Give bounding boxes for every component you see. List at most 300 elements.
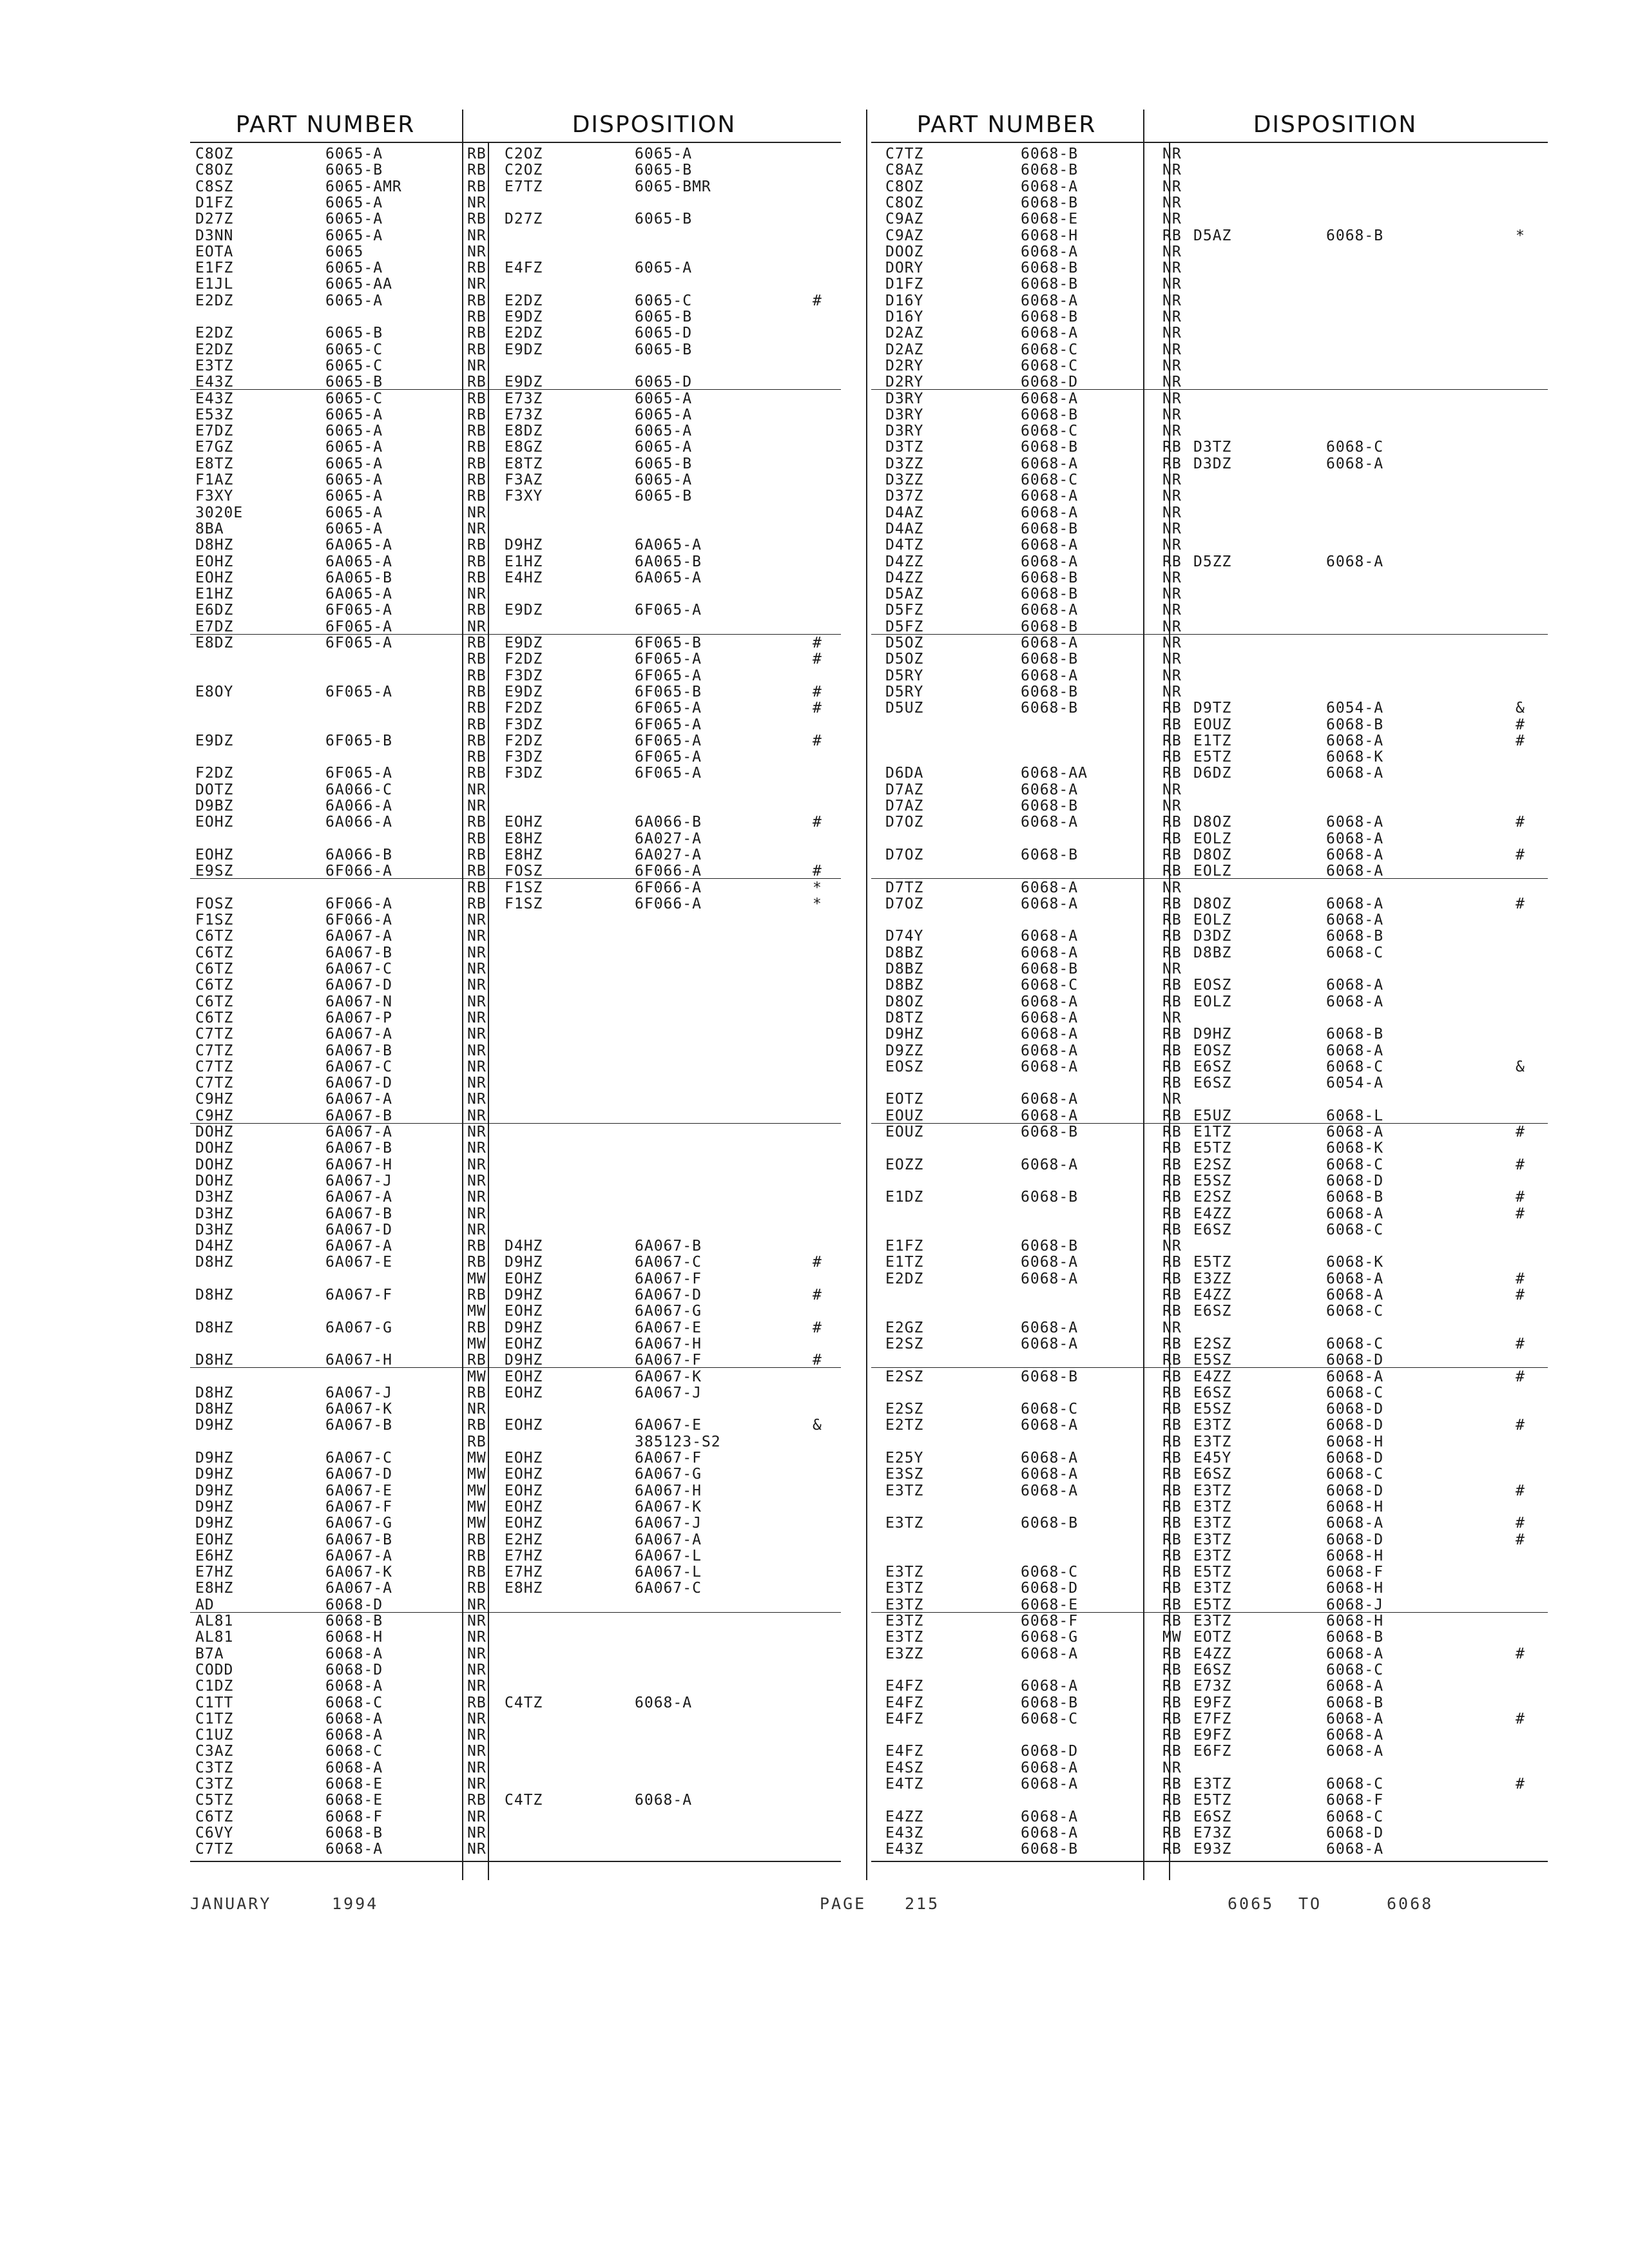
target-base-number-cell: 6068-C xyxy=(1326,1156,1384,1173)
target-base-number-cell: 6068-A xyxy=(1326,895,1384,912)
note-mark-cell: & xyxy=(1516,1058,1525,1075)
base-number-cell: 6068-B xyxy=(1021,846,1079,863)
part-number-cell: D1FZ xyxy=(885,276,924,293)
part-number-cell: 3020E xyxy=(195,504,244,521)
target-base-number-cell: 6A067-F xyxy=(635,1270,702,1287)
disposition-code-cell: NR xyxy=(467,1042,487,1059)
part-number-cell: E4FZ xyxy=(885,1694,924,1711)
table-row xyxy=(190,749,841,765)
note-mark-cell: # xyxy=(813,1319,822,1336)
disposition-code-cell: NR xyxy=(467,1645,487,1662)
disposition-code-cell: NR xyxy=(1162,586,1182,603)
note-mark-cell: # xyxy=(813,683,822,700)
target-base-number-cell: 6A067-L xyxy=(635,1564,702,1581)
part-number-cell: C8SZ xyxy=(195,178,234,195)
target-part-number-cell: EOHZ xyxy=(505,1450,543,1466)
target-base-number-cell: 6F066-A xyxy=(635,863,702,880)
header-rule xyxy=(190,142,841,143)
disposition-code-cell: RB xyxy=(1162,1531,1182,1548)
table-row xyxy=(871,700,1548,716)
target-base-number-cell: 6A067-G xyxy=(635,1466,702,1483)
part-number-cell: D7TZ xyxy=(885,879,924,896)
base-number-cell: 6065-C xyxy=(325,357,383,374)
base-number-cell: 6068-D xyxy=(325,1661,383,1678)
part-number-cell: D3RY xyxy=(885,423,924,440)
disposition-code-cell: RB xyxy=(467,1417,487,1434)
target-base-number-cell: 6F065-A xyxy=(635,749,702,766)
part-number-cell: C9AZ xyxy=(885,227,924,244)
part-number-cell: C7TZ xyxy=(195,1075,234,1092)
table-row xyxy=(871,1564,1548,1581)
disposition-code-cell: RB xyxy=(1162,977,1182,994)
base-number-cell: 6065 xyxy=(325,243,364,260)
base-number-cell: 6068-A xyxy=(1021,325,1079,342)
base-number-cell: 6068-B xyxy=(1021,1515,1079,1532)
target-base-number-cell: 6068-A xyxy=(1326,1042,1384,1059)
part-number-cell: D5RY xyxy=(885,667,924,684)
section-left-border xyxy=(866,110,867,1880)
part-number-cell: C6TZ xyxy=(195,1808,234,1825)
base-number-cell: 6A067-D xyxy=(325,1466,392,1483)
target-base-number-cell: 6068-B xyxy=(1326,1189,1384,1206)
left-section xyxy=(190,110,841,1888)
target-base-number-cell: 6065-B xyxy=(635,162,693,179)
part-number-cell: D9HZ xyxy=(195,1466,234,1483)
table-row xyxy=(871,488,1548,505)
table-row xyxy=(871,260,1548,276)
part-number-cell: EOUZ xyxy=(885,1124,924,1140)
disposition-code-cell: RB xyxy=(1162,1384,1182,1401)
disposition-code-cell: NR xyxy=(1162,488,1182,505)
table-row xyxy=(871,472,1548,488)
target-part-number-cell: E9DZ xyxy=(505,635,543,651)
target-part-number-cell: E4FZ xyxy=(505,260,543,277)
base-number-cell: 6A067-H xyxy=(325,1352,392,1369)
disposition-code-cell: NR xyxy=(1162,406,1182,423)
target-part-number-cell: EOHZ xyxy=(505,1270,543,1287)
part-number-cell: E7DZ xyxy=(195,423,234,440)
disposition-code-cell: NR xyxy=(1162,276,1182,293)
target-base-number-cell: 6068-H xyxy=(1326,1433,1384,1450)
base-number-cell: 6068-B xyxy=(1021,1368,1079,1385)
target-base-number-cell: 6A027-A xyxy=(635,830,702,847)
base-number-cell: 6068-A xyxy=(1021,1058,1079,1075)
table-row xyxy=(871,1695,1548,1711)
target-base-number-cell: 6068-L xyxy=(1326,1107,1384,1124)
disposition-code-cell: RB xyxy=(467,569,487,586)
target-base-number-cell: 6068-C xyxy=(1326,1384,1384,1401)
part-number-cell: D5OZ xyxy=(885,635,924,651)
base-number-cell: 6065-B xyxy=(325,374,383,391)
target-base-number-cell: 6068-J xyxy=(1326,1596,1384,1613)
disposition-code-cell: NR xyxy=(1162,1091,1182,1108)
table-row xyxy=(871,342,1548,358)
base-number-cell: 6068-C xyxy=(1021,1401,1079,1418)
table-row xyxy=(871,880,1548,896)
disposition-code-cell: RB xyxy=(1162,1841,1182,1858)
table-row xyxy=(871,1091,1548,1108)
table-row xyxy=(190,1385,841,1401)
table-row xyxy=(871,211,1548,227)
part-number-cell: E3SZ xyxy=(885,1466,924,1483)
target-part-number-cell: E5TZ xyxy=(1193,1792,1232,1809)
part-number-cell: D3HZ xyxy=(195,1205,234,1222)
part-number-cell: C7TZ xyxy=(195,1058,234,1075)
target-part-number-cell: EOHZ xyxy=(505,1384,543,1401)
base-number-cell: 6A067-B xyxy=(325,1205,392,1222)
base-number-cell: 6A067-A xyxy=(325,1547,392,1564)
disposition-code-cell: RB xyxy=(467,309,487,325)
base-number-cell: 6068-A xyxy=(1021,488,1079,505)
base-number-cell: 6F065-A xyxy=(325,602,392,619)
part-number-cell: E2DZ xyxy=(885,1270,924,1287)
target-part-number-cell: EOHZ xyxy=(505,1482,543,1499)
table-row xyxy=(871,439,1548,456)
disposition-code-cell: RB xyxy=(1162,1205,1182,1222)
target-part-number-cell: E3TZ xyxy=(1193,1482,1232,1499)
target-part-number-cell: E4ZZ xyxy=(1193,1368,1232,1385)
target-part-number-cell: E5TZ xyxy=(1193,1564,1232,1581)
target-part-number-cell: EOUZ xyxy=(1193,716,1232,733)
base-number-cell: 6068-A xyxy=(1021,1808,1079,1825)
table-row xyxy=(871,554,1548,570)
part-number-cell: E7GZ xyxy=(195,439,234,456)
disposition-code-cell: NR xyxy=(467,1808,487,1825)
part-number-cell: F3XY xyxy=(195,488,234,505)
part-number-cell: D9HZ xyxy=(195,1515,234,1532)
table-row xyxy=(871,1792,1548,1809)
part-number-cell: E2GZ xyxy=(885,1319,924,1336)
target-base-number-cell: 6F065-A xyxy=(635,716,702,733)
target-base-number-cell: 6065-B xyxy=(635,455,693,472)
disposition-code-cell: RB xyxy=(467,260,487,277)
target-part-number-cell: E3TZ xyxy=(1193,1531,1232,1548)
target-part-number-cell: F2DZ xyxy=(505,700,543,717)
disposition-code-cell: RB xyxy=(467,635,487,651)
target-part-number-cell: E8DZ xyxy=(505,423,543,440)
part-number-cell: C3TZ xyxy=(195,1759,234,1776)
target-base-number-cell: 6068-C xyxy=(1326,1058,1384,1075)
disposition-code-cell: NR xyxy=(1162,194,1182,211)
part-number-cell: C5TZ xyxy=(195,1792,234,1809)
base-number-cell: 6068-C xyxy=(1021,341,1079,358)
base-number-cell: 6068-H xyxy=(325,1629,383,1646)
base-number-cell: 6068-A xyxy=(1021,455,1079,472)
table-row xyxy=(190,1206,841,1222)
part-number-cell: AL81 xyxy=(195,1613,234,1629)
part-number-cell: EOTA xyxy=(195,243,234,260)
note-mark-cell: # xyxy=(1516,814,1525,831)
disposition-code-cell: NR xyxy=(1162,635,1182,651)
part-number-cell: D5FZ xyxy=(885,618,924,635)
table-row xyxy=(871,1271,1548,1287)
base-number-cell: 6A065-A xyxy=(325,586,392,603)
target-part-number-cell: EOHZ xyxy=(505,1368,543,1385)
disposition-code-cell: RB xyxy=(467,1238,487,1255)
base-number-cell: 6065-A xyxy=(325,227,383,244)
part-number-cell: E8DZ xyxy=(195,635,234,651)
table-row xyxy=(871,293,1548,309)
note-mark-cell: # xyxy=(1516,1645,1525,1662)
disposition-code-cell: RB xyxy=(467,814,487,831)
part-number-cell: D8HZ xyxy=(195,1352,234,1369)
base-number-cell: 6068-A xyxy=(1021,1335,1079,1352)
table-row xyxy=(190,733,841,749)
table-row xyxy=(871,668,1548,684)
target-base-number-cell: 6068-A xyxy=(1326,993,1384,1010)
part-number-cell: D8BZ xyxy=(885,977,924,994)
note-mark-cell: # xyxy=(1516,1482,1525,1499)
target-base-number-cell: 6068-A xyxy=(1326,1727,1384,1744)
target-part-number-cell: D9HZ xyxy=(505,537,543,554)
target-base-number-cell: 6068-C xyxy=(1326,1661,1384,1678)
base-number-cell: 6068-C xyxy=(1021,472,1079,488)
target-part-number-cell: D8BZ xyxy=(1193,944,1232,961)
disposition-code-cell: RB xyxy=(1162,1026,1182,1043)
table-row xyxy=(871,961,1548,977)
disposition-code-cell: RB xyxy=(1162,1792,1182,1809)
base-number-cell: 6A067-D xyxy=(325,1075,392,1092)
target-base-number-cell: 6065-A xyxy=(635,472,693,488)
target-part-number-cell: D9HZ xyxy=(1193,1026,1232,1043)
table-row xyxy=(871,1173,1548,1189)
table-row xyxy=(190,1727,841,1744)
disposition-code-cell: RB xyxy=(1162,1450,1182,1466)
table-row xyxy=(871,1711,1548,1727)
disposition-code-cell: RB xyxy=(467,716,487,733)
base-number-cell: 6A067-J xyxy=(325,1384,392,1401)
table-row xyxy=(190,423,841,439)
disposition-code-cell: NR xyxy=(1162,1319,1182,1336)
part-number-cell: D74Y xyxy=(885,928,924,945)
disposition-code-cell: RB xyxy=(467,1792,487,1809)
base-number-cell: 6068-A xyxy=(1021,1466,1079,1483)
part-number-cell: E25Y xyxy=(885,1450,924,1466)
disposition-code-cell: RB xyxy=(1162,1498,1182,1515)
target-part-number-cell: E1TZ xyxy=(1193,1124,1232,1140)
base-number-cell: 6068-A xyxy=(1021,1450,1079,1466)
table-row xyxy=(190,1320,841,1336)
target-base-number-cell: 6068-A xyxy=(1326,863,1384,880)
base-number-cell: 6068-A xyxy=(1021,814,1079,831)
disposition-code-cell: NR xyxy=(467,1759,487,1776)
table-row xyxy=(871,733,1548,749)
base-number-cell: 6068-A xyxy=(1021,1759,1079,1776)
part-number-cell: E43Z xyxy=(195,374,234,391)
part-number-cell: E1FZ xyxy=(885,1238,924,1255)
target-part-number-cell: EOHZ xyxy=(505,1303,543,1320)
part-number-cell: D16Y xyxy=(885,309,924,325)
disposition-code-cell: RB xyxy=(467,341,487,358)
target-part-number-cell: E5UZ xyxy=(1193,1107,1232,1124)
disposition-code-cell: NR xyxy=(467,1613,487,1629)
part-number-cell: D4AZ xyxy=(885,504,924,521)
part-number-cell: D3TZ xyxy=(885,439,924,456)
target-part-number-cell: D8OZ xyxy=(1193,814,1232,831)
table-row xyxy=(190,1548,841,1564)
table-row xyxy=(871,994,1548,1010)
target-part-number-cell: E9FZ xyxy=(1193,1694,1232,1711)
target-base-number-cell: 6054-A xyxy=(1326,700,1384,717)
target-part-number-cell: D9TZ xyxy=(1193,700,1232,717)
base-number-cell: 6068-A xyxy=(1021,1645,1079,1662)
target-part-number-cell: E6SZ xyxy=(1193,1075,1232,1092)
target-part-number-cell: E2DZ xyxy=(505,325,543,342)
part-number-cell: D9HZ xyxy=(195,1450,234,1466)
part-number-cell: D5UZ xyxy=(885,700,924,717)
part-number-cell: C6TZ xyxy=(195,928,234,945)
part-number-cell: E43Z xyxy=(195,390,234,407)
part-number-cell: E2SZ xyxy=(885,1401,924,1418)
table-row xyxy=(871,1043,1548,1059)
disposition-code-cell: NR xyxy=(467,520,487,537)
part-number-cell: D9HZ xyxy=(195,1498,234,1515)
target-part-number-cell: EOLZ xyxy=(1193,863,1232,880)
target-base-number-cell: 6A065-A xyxy=(635,537,702,554)
target-base-number-cell: 6068-D xyxy=(1326,1531,1384,1548)
part-number-cell: C6TZ xyxy=(195,1009,234,1026)
table-row xyxy=(190,782,841,798)
disposition-code-cell: NR xyxy=(467,1596,487,1613)
target-base-number-cell: 6068-C xyxy=(1326,1776,1384,1792)
target-base-number-cell: 6068-C xyxy=(1326,1335,1384,1352)
disposition-code-cell: RB xyxy=(1162,455,1182,472)
target-base-number-cell: 6068-K xyxy=(1326,1140,1384,1157)
target-base-number-cell: 6068-A xyxy=(1326,977,1384,994)
disposition-code-cell: RB xyxy=(467,1531,487,1548)
target-part-number-cell: F3AZ xyxy=(505,472,543,488)
table-row xyxy=(190,1613,841,1629)
target-part-number-cell: E2HZ xyxy=(505,1531,543,1548)
target-base-number-cell: 385123-S2 xyxy=(635,1433,721,1450)
part-number-cell: E2TZ xyxy=(885,1417,924,1434)
disposition-code-cell: NR xyxy=(1162,961,1182,977)
note-mark-cell: & xyxy=(813,1417,822,1434)
disposition-code-cell: RB xyxy=(467,211,487,228)
target-part-number-cell: E7TZ xyxy=(505,178,543,195)
part-number-cell: CODD xyxy=(195,1661,234,1678)
target-part-number-cell: E2SZ xyxy=(1193,1189,1232,1206)
disposition-code-cell: NR xyxy=(1162,1238,1182,1255)
base-number-cell: 6065-A xyxy=(325,211,383,228)
table-row xyxy=(190,228,841,244)
right-section xyxy=(871,110,1548,1888)
table-row xyxy=(190,602,841,619)
disposition-code-cell: RB xyxy=(467,1580,487,1597)
disposition-code-cell: RB xyxy=(1162,1401,1182,1418)
target-base-number-cell: 6068-H xyxy=(1326,1547,1384,1564)
table-row xyxy=(871,1499,1548,1515)
part-number-cell: D2RY xyxy=(885,357,924,374)
disposition-code-cell: RB xyxy=(1162,814,1182,831)
part-number-cell: C7TZ xyxy=(885,146,924,162)
table-row xyxy=(190,1515,841,1532)
part-number-cell: DOHZ xyxy=(195,1124,234,1140)
table-row xyxy=(871,1483,1548,1499)
base-number-cell: 6065-A xyxy=(325,439,383,456)
target-base-number-cell: 6065-B xyxy=(635,341,693,358)
disposition-code-cell: RB xyxy=(1162,1287,1182,1303)
table-row xyxy=(871,602,1548,619)
base-number-cell: 6A067-B xyxy=(325,1107,392,1124)
disposition-code-cell: NR xyxy=(467,1156,487,1173)
disposition-code-cell: RB xyxy=(467,667,487,684)
part-number-cell: DOHZ xyxy=(195,1156,234,1173)
note-mark-cell: # xyxy=(1516,716,1525,733)
part-number-cell: E43Z xyxy=(885,1841,924,1858)
disposition-code-cell: NR xyxy=(1162,292,1182,309)
target-part-number-cell: E3TZ xyxy=(1193,1498,1232,1515)
disposition-code-cell: RB xyxy=(1162,749,1182,766)
group-rule xyxy=(871,389,1548,390)
part-number-cell: D2AZ xyxy=(885,341,924,358)
table-row xyxy=(871,1646,1548,1662)
part-number-cell: D8HZ xyxy=(195,537,234,554)
disposition-code-cell: RB xyxy=(467,1352,487,1369)
base-number-cell: 6A066-A xyxy=(325,814,392,831)
base-number-cell: 6A067-C xyxy=(325,961,392,977)
disposition-code-cell: NR xyxy=(1162,260,1182,277)
table-row xyxy=(871,1418,1548,1434)
target-base-number-cell: 6F065-A xyxy=(635,667,702,684)
part-number-cell: E3ZZ xyxy=(885,1645,924,1662)
base-number-cell: 6068-A xyxy=(325,1678,383,1695)
note-mark-cell: # xyxy=(1516,1189,1525,1206)
table-row xyxy=(871,1548,1548,1564)
table-row xyxy=(871,1678,1548,1695)
target-part-number-cell: E2SZ xyxy=(1193,1335,1232,1352)
part-number-cell: E4FZ xyxy=(885,1743,924,1760)
table-row xyxy=(190,309,841,325)
part-number-cell: E2DZ xyxy=(195,341,234,358)
base-number-cell: 6A067-J xyxy=(325,1172,392,1189)
base-number-cell: 6A066-C xyxy=(325,781,392,798)
table-row xyxy=(190,358,841,374)
disposition-code-cell: RB xyxy=(467,1384,487,1401)
part-number-cell: EOSZ xyxy=(885,1058,924,1075)
base-number-cell: 6065-A xyxy=(325,194,383,211)
target-base-number-cell: 6068-A xyxy=(635,1694,693,1711)
note-mark-cell: # xyxy=(1516,1124,1525,1140)
target-part-number-cell: D6DZ xyxy=(1193,765,1232,782)
target-base-number-cell: 6068-A xyxy=(1326,1287,1384,1303)
target-base-number-cell: 6A067-G xyxy=(635,1303,702,1320)
table-row xyxy=(190,293,841,309)
disposition-code-cell: RB xyxy=(1162,1776,1182,1792)
base-number-cell: 6F065-A xyxy=(325,618,392,635)
table-row xyxy=(871,1466,1548,1483)
table-row xyxy=(871,374,1548,390)
disposition-code-cell: NR xyxy=(467,1629,487,1646)
part-number-cell: D5AZ xyxy=(885,586,924,603)
table-row xyxy=(871,1841,1548,1858)
note-mark-cell: * xyxy=(813,895,822,912)
part-number-cell: EOHZ xyxy=(195,814,234,831)
group-rule xyxy=(871,634,1548,635)
disposition-code-cell: MW xyxy=(467,1515,487,1532)
base-number-cell: 6A067-E xyxy=(325,1254,392,1271)
disposition-code-cell: NR xyxy=(467,1841,487,1858)
part-number-cell: C1TT xyxy=(195,1694,234,1711)
part-number-cell: D3NN xyxy=(195,227,234,244)
disposition-header: DISPOSITION xyxy=(1253,111,1418,138)
part-number-cell: EOHZ xyxy=(195,553,234,570)
disposition-code-cell: RB xyxy=(467,732,487,749)
target-base-number-cell: 6054-A xyxy=(1326,1075,1384,1092)
target-base-number-cell: 6068-C xyxy=(1326,1466,1384,1483)
disposition-code-cell: NR xyxy=(467,1124,487,1140)
table-row xyxy=(871,1727,1548,1744)
